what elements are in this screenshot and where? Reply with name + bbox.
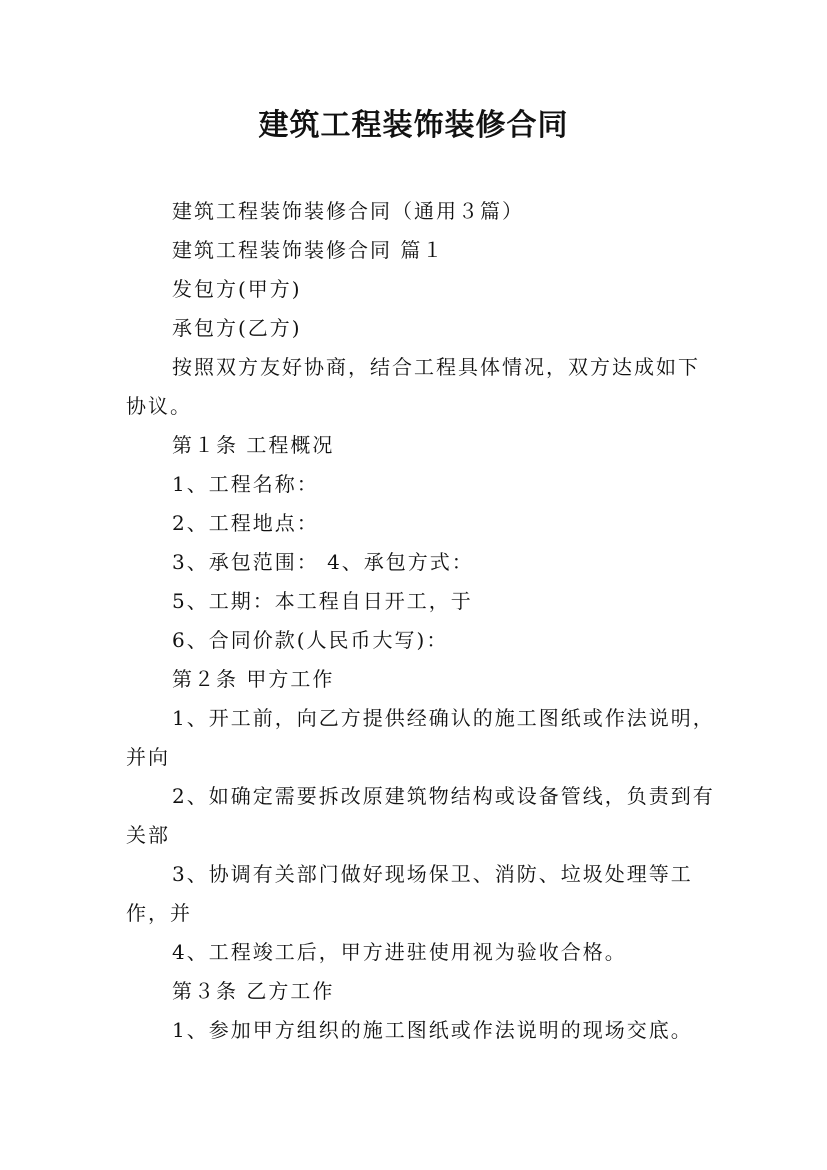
paragraph: 按照双方友好协商，结合工程具体情况，双方达成如下协议。 (126, 355, 700, 418)
paragraph: 建筑工程装饰装修合同（通用３篇） (172, 199, 524, 223)
paragraph: 1、开工前，向乙方提供经确认的施工图纸或作法说明，并向 (126, 706, 715, 769)
document-title: 建筑工程装饰装修合同 (258, 108, 569, 143)
paragraph: 发包方(甲方) (172, 277, 302, 301)
paragraph: 2、如确定需要拆改原建筑物结构或设备管线，负责到有关部 (126, 784, 715, 847)
paragraph: 建筑工程装饰装修合同 篇１ (172, 238, 445, 262)
paragraph: 1、参加甲方组织的施工图纸或作法说明的现场交底。 (172, 1018, 693, 1042)
paragraph: 6、合同价款(人民币大写)： (172, 628, 449, 652)
document-body (126, 192, 716, 1050)
section-heading: 第２条 甲方工作 (172, 667, 335, 691)
paragraph: 4、工程竣工后，甲方进驻使用视为验收合格。 (172, 940, 627, 964)
section-heading: 第１条 工程概况 (172, 433, 335, 457)
paragraph: 3、协调有关部门做好现场保卫、消防、垃圾处理等工作，并 (126, 862, 693, 925)
paragraph: 2、工程地点： (172, 511, 319, 535)
paragraph: 承包方(乙方) (172, 316, 302, 340)
paragraph: 5、工期：本工程自日开工，于 (172, 589, 473, 613)
paragraph: 1、工程名称： (172, 472, 319, 496)
section-heading: 第３条 乙方工作 (172, 979, 335, 1003)
paragraph: 3、承包范围： 4、承包方式： (172, 550, 474, 574)
